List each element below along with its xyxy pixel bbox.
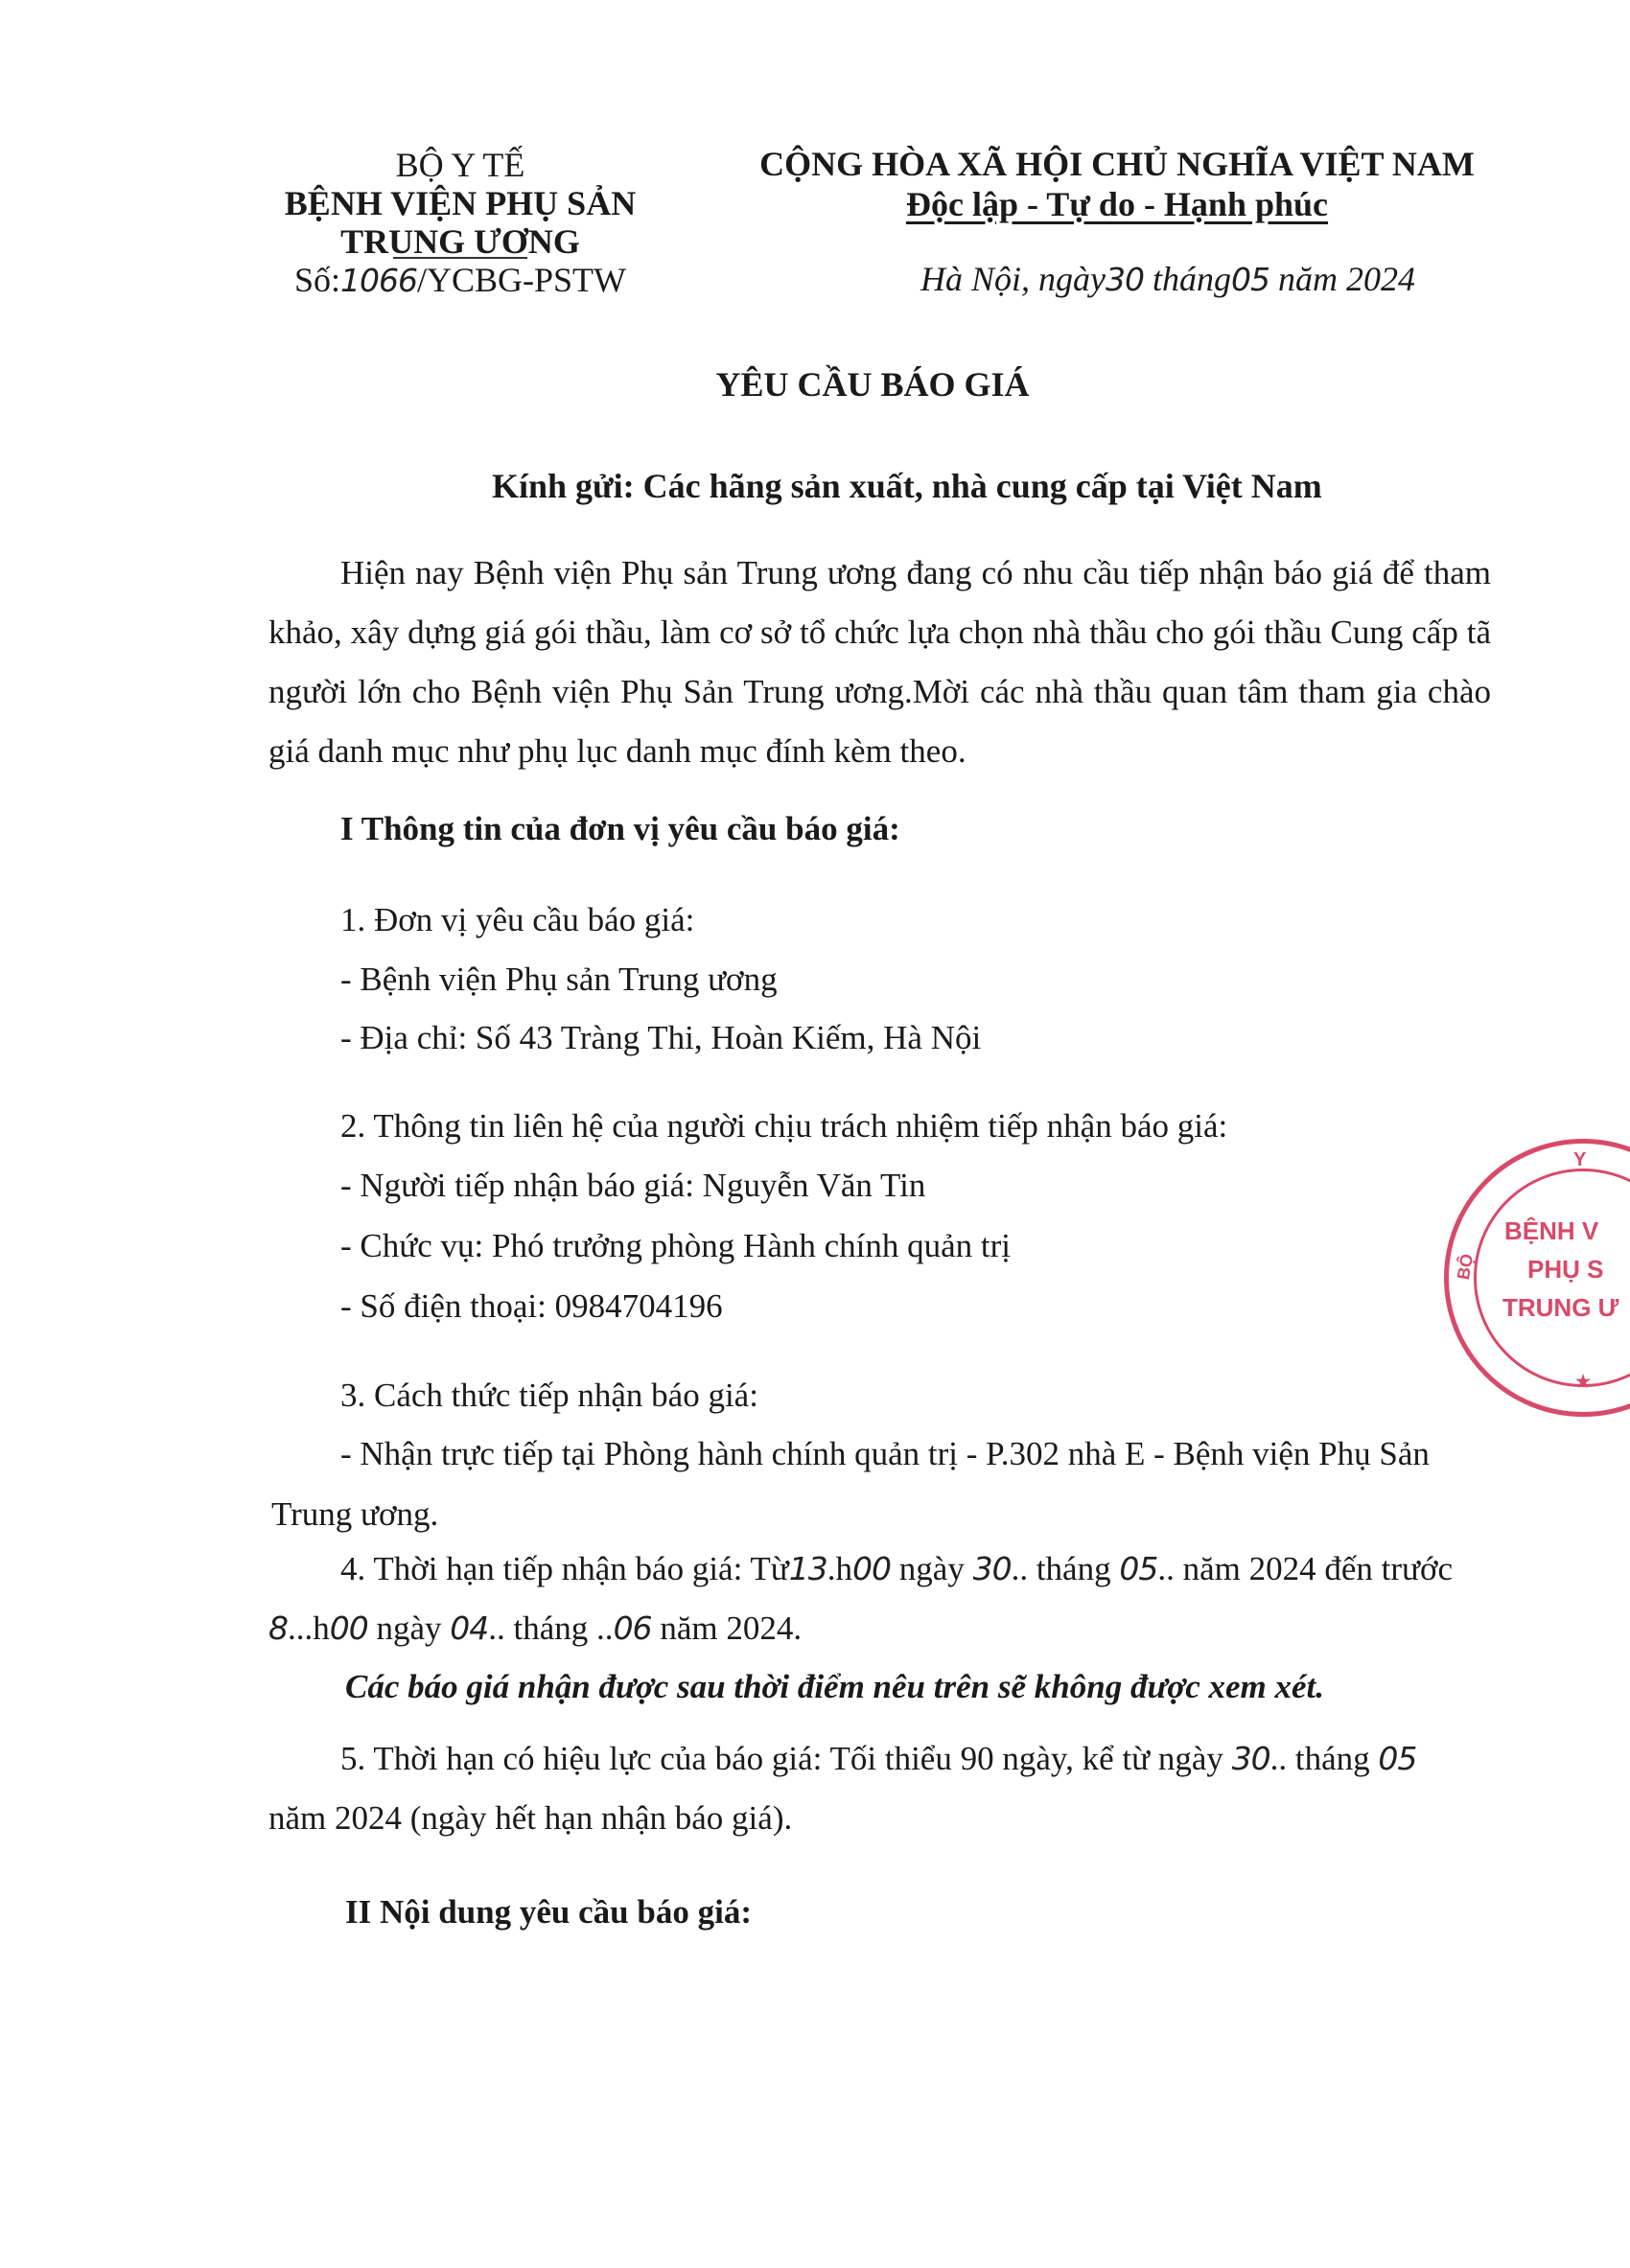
stamp-star: ★ — [1575, 1372, 1592, 1391]
item4-from-hour: 13 — [788, 1550, 827, 1587]
document-number — [240, 261, 681, 300]
place-date — [920, 259, 1415, 299]
item2-title: 2. Thông tin liên hệ của người chịu trách nhiệm tiếp nhận báo giá: — [340, 1107, 1228, 1145]
item4-year: .. năm 2024 đến trước — [1157, 1550, 1454, 1587]
item1-unit: - Bệnh viện Phụ sản Trung ương — [340, 960, 778, 998]
item2-phone: - Số điện thoại: 0984704196 — [340, 1287, 723, 1325]
item4-to-min: 00 — [329, 1609, 368, 1647]
item5-line1 — [340, 1740, 1416, 1778]
number-prefix: Số: — [293, 261, 340, 299]
item5-thang: .. tháng — [1269, 1740, 1379, 1777]
hospital-stamp — [1444, 1139, 1630, 1417]
item4-ngay: ngày — [891, 1550, 973, 1587]
nation-title: CỘNG HÒA XÃ HỘI CHỦ NGHĨA VIỆT NAM — [759, 145, 1475, 183]
item5-day: 30 — [1231, 1740, 1270, 1777]
header-divider — [393, 257, 527, 259]
item4-to-hour: 8 — [268, 1609, 288, 1647]
date-month-label: tháng — [1153, 260, 1232, 298]
late-quote-warning: Các báo giá nhận được sau thời điểm nêu trên sẽ không được xem xét. — [345, 1668, 1324, 1705]
item4-from-month: 05 — [1119, 1550, 1158, 1587]
item4-line2 — [268, 1609, 802, 1648]
hospital-name-line2: TRUNG ƯƠNG — [340, 222, 580, 261]
item5-month: 05 — [1378, 1740, 1417, 1777]
national-header — [738, 144, 1496, 224]
item4-to-month: 06 — [613, 1609, 652, 1647]
item3-title: 3. Cách thức tiếp nhận báo giá: — [340, 1377, 758, 1414]
item1-address: - Địa chỉ: Số 43 Tràng Thi, Hoàn Kiếm, Hà Nội — [340, 1019, 982, 1056]
number-handwritten: 1066 — [340, 262, 417, 299]
intro-paragraph — [268, 544, 1491, 781]
date-prefix: Hà Nội, ngày — [920, 260, 1106, 298]
section2-heading: II Nội dung yêu cầu báo giá: — [345, 1893, 752, 1931]
document-title: YÊU CẦU BÁO GIÁ — [715, 365, 1030, 404]
item4-h: .h — [827, 1550, 853, 1587]
item4-line1 — [340, 1550, 1453, 1588]
item5-line2: năm 2024 (ngày hết hạn nhận báo giá). — [268, 1799, 793, 1837]
item4-thang2: .. tháng .. — [488, 1609, 614, 1647]
stamp-line3: TRUNG Ư — [1502, 1293, 1619, 1322]
item5-prefix: 5. Thời hạn có hiệu lực của báo giá: Tối thiểu 90 ngày, kể từ ngày — [340, 1740, 1232, 1777]
item4-from-min: 00 — [852, 1550, 892, 1587]
recipient-line: Kính gửi: Các hãng sản xuất, nhà cung cấp tại Việt Nam — [492, 467, 1322, 505]
ministry-name: BỘ Y TẾ — [395, 146, 525, 184]
item2-position: - Chức vụ: Phó trưởng phòng Hành chính quản trị — [340, 1227, 1012, 1264]
stamp-side: BỘ — [1453, 1252, 1478, 1282]
intro-text: Hiện nay Bệnh viện Phụ sản Trung ương đang có nhu cầu tiếp nhận báo giá để tham khảo, xây dựng giá gói thầu, làm cơ sở tổ chức lựa chọn nhà thầu cho gói thầu Cung cấp tã người lớn cho Bệnh viện Phụ Sản Trung ương.Mời các nhà thầu quan tâm tham gia chào giá danh mục như phụ lục danh mục đính kèm theo. — [268, 554, 1491, 770]
item3-line1: - Nhận trực tiếp tại Phòng hành chính quản trị - P.302 nhà E - Bệnh viện Phụ Sản — [340, 1435, 1430, 1472]
item2-person: - Người tiếp nhận báo giá: Nguyễn Văn Tin — [340, 1167, 926, 1204]
date-day: 30 — [1106, 261, 1144, 298]
national-motto: Độc lập - Tự do - Hạnh phúc — [905, 185, 1329, 223]
section1-heading: I Thông tin của đơn vị yêu cầu báo giá: — [340, 810, 900, 847]
date-year: năm 2024 — [1278, 260, 1416, 298]
item4-prefix: 4. Thời hạn tiếp nhận báo giá: Từ — [340, 1550, 789, 1587]
item1-title: 1. Đơn vị yêu cầu báo giá: — [340, 901, 695, 938]
item4-h2: ...h — [288, 1609, 330, 1647]
item4-year2: năm 2024. — [651, 1609, 803, 1647]
item4-from-day: 30 — [972, 1550, 1012, 1587]
stamp-line2: PHỤ S — [1527, 1255, 1604, 1284]
item4-to-day: 04 — [450, 1609, 489, 1647]
item3-line2: Trung ương. — [271, 1495, 439, 1533]
hospital-name-line1: BỆNH VIỆN PHỤ SẢN — [284, 184, 637, 222]
number-suffix: /YCBG-PSTW — [416, 261, 627, 299]
item4-thang: .. tháng — [1011, 1550, 1120, 1587]
stamp-line1: BỆNH V — [1504, 1216, 1599, 1245]
date-month: 05 — [1231, 261, 1270, 298]
stamp-top: Y — [1573, 1149, 1587, 1170]
issuer-header — [240, 146, 681, 300]
item4-ngay2: ngày — [367, 1609, 451, 1647]
